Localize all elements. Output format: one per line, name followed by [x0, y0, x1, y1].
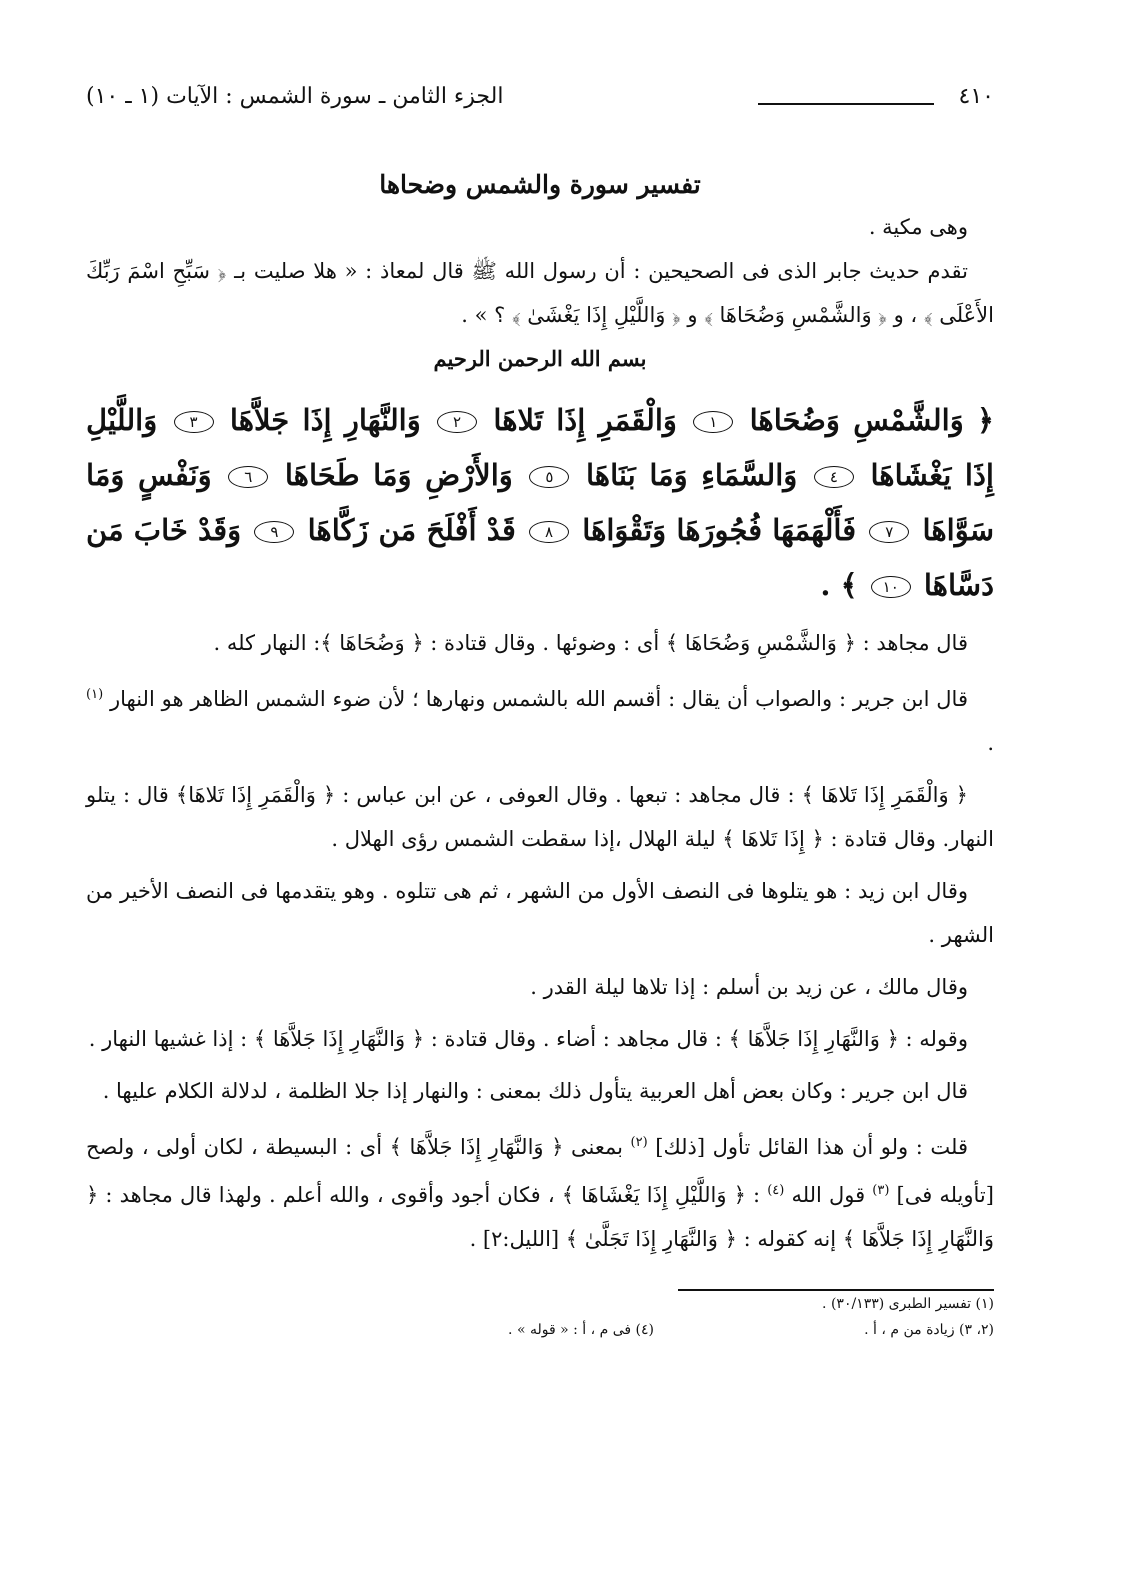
ayah-text: وَالسَّمَاءِ وَمَا بَنَاهَا — [585, 458, 798, 492]
commentary-text: قول الله — [791, 1183, 866, 1207]
commentary-paragraph: وقال ابن زيد : هو يتلوها فى النصف الأول من الشهر ، ثم هى تتلوه . وهو يتقدمها فى النصف الأخير من الشهر . — [86, 879, 994, 947]
header-rule — [758, 103, 934, 105]
ayah-number-marker: ٧ — [869, 521, 909, 543]
page-header — [86, 70, 994, 126]
surah-title: تفسير سورة والشمس وضحاها — [379, 170, 701, 199]
ayah-text: وَالنَّهَارِ إِذَا جَلاَّهَا — [229, 403, 421, 437]
commentary-paragraph: قال ابن جرير : وكان بعض أهل العربية يتأول ذلك بمعنى : والنهار إذا جلا الظلمة ، لدلالة الكلام عليها . — [102, 1079, 968, 1103]
ayat-closing: ﴾ . — [820, 568, 858, 602]
commentary-text: : ﴿ وَاللَّيْلِ إِذَا يَغْشَاهَا ﴾ ، فكان أجود وأقوى ، والله أعلم . ولهذا قال مجاهد : ﴿ وَالنَّهَارِ إِذَا جَلاَّهَا ﴾ إنه كقوله : ﴿ وَالنَّهَارِ إِذَا تَجَلَّىٰ ﴾ [الليل:٢] . — [86, 1183, 994, 1251]
quran-verses — [86, 393, 994, 613]
ayah-number-marker: ٤ — [814, 466, 854, 488]
ayah-number-marker: ٢ — [437, 411, 477, 433]
ayah-number-marker: ٨ — [529, 521, 569, 543]
ayah-number-marker: ١٠ — [871, 576, 911, 598]
ayah-text: وَالأَرْضِ وَمَا طَحَاهَا — [284, 458, 513, 492]
ayah-text: وَنَفْسٍ وَمَا سَوَّاهَا — [86, 458, 994, 547]
commentary-paragraph — [86, 1121, 994, 1261]
footnote-ref: (٤) — [767, 1183, 785, 1198]
commentary-text: بمعنى ﴿ وَالنَّهَارِ إِذَا جَلاَّهَا ﴾ أى : البسيطة ، لكان أولى ، ولصح [تأويله فى] — [86, 1135, 994, 1207]
ayah-number-marker: ٩ — [254, 521, 294, 543]
commentary-paragraph: ﴿ وَالْقَمَرِ إِذَا تَلاهَا ﴾ : قال مجاهد : تبعها . وقال العوفى ، عن ابن عباس : ﴿ وَالْقَمَرِ إِذَا تَلاهَا﴾ قال : يتلو النهار. وقال قتادة : ﴿ إِذَا تَلاهَا ﴾ ليلة الهلال ،إذا سقطت الشمس رؤى الهلال . — [86, 783, 994, 851]
footnote-ref: (٣) — [872, 1183, 890, 1198]
ayah-text: وَالْقَمَرِ إِذَا تَلاهَا — [493, 403, 677, 437]
page — [86, 70, 994, 1343]
page-number: ٤١٠ — [958, 84, 994, 109]
commentary-paragraph: قال مجاهد : ﴿ وَالشَّمْسِ وَضُحَاهَا ﴾ أى : وضوئها . وقال قتادة : ﴿ وَضُحَاهَا ﴾: النهار كله . — [213, 631, 968, 655]
commentary-paragraph: وقال مالك ، عن زيد بن أسلم : إذا تلاها ليلة القدر . — [530, 975, 968, 999]
footnote: (٢، ٣) زيادة من م ، أ . — [864, 1322, 994, 1338]
ayah-number-marker: ٦ — [228, 466, 268, 488]
footnote-ref: (٢) — [630, 1135, 648, 1150]
ayah-number-marker: ٥ — [529, 466, 569, 488]
ayah-number-marker: ٣ — [174, 411, 214, 433]
footnote-row — [86, 1317, 994, 1343]
footnote-ref: (١) — [86, 687, 104, 702]
ayah-text: وَاللَّيْلِ إِذَا يَغْشَاهَا — [86, 403, 994, 492]
ayah-text: ﴿ وَالشَّمْسِ وَضُحَاهَا — [749, 403, 995, 437]
commentary-text: قلت : ولو أن هذا القائل تأول [ذلك] — [655, 1135, 968, 1159]
basmala: بسم الله الرحمن الرحيم — [433, 346, 647, 371]
intro-text: وهى مكية . — [868, 215, 968, 239]
commentary-text: قال ابن جرير : والصواب أن يقال : أقسم الله بالشمس ونهارها ؛ لأن ضوء الشمس الظاهر هو النهار — [110, 687, 968, 711]
running-title: الجزء الثامن ـ سورة الشمس : الآيات (١ ـ ١٠) — [86, 84, 504, 109]
ayah-number-marker: ١ — [693, 411, 733, 433]
hadith-paragraph: تقدم حديث جابر الذى فى الصحيحين : أن رسول الله ﷺ قال لمعاذ : « هلا صليت بـ ﴿ سَبِّحِ اسْمَ رَبِّكَ الأَعْلَى ﴾ ، و ﴿ وَالشَّمْسِ وَضُحَاهَا ﴾ و ﴿ وَاللَّيْلِ إِذَا يَغْشَىٰ ﴾ ؟ » . — [86, 259, 994, 327]
footnote: (٤) فى م ، أ : « قوله » . — [508, 1322, 654, 1338]
ayah-text: فَأَلْهَمَهَا فُجُورَهَا وَتَقْوَاهَا — [582, 513, 857, 547]
commentary-paragraph: قال ابن جرير : والصواب أن يقال : أقسم الله بالشمس ونهارها ؛ لأن ضوء الشمس الظاهر هو النهار $^{(١)}$ . — [86, 687, 994, 755]
ayah-text: وَقَدْ خَابَ مَن دَسَّاهَا — [86, 513, 994, 602]
ayah-text: قَدْ أَفْلَحَ مَن زَكَّاهَا — [307, 513, 516, 547]
commentary-paragraph: وقوله : ﴿ وَالنَّهَارِ إِذَا جَلاَّهَا ﴾ : قال مجاهد : أضاء . وقال قتادة : ﴿ وَالنَّهَارِ إِذَا جَلاَّهَا ﴾ : إذا غشيها النهار . — [88, 1027, 968, 1051]
footnote: (١) تفسير الطبرى (٣٠/١٣٣) . — [822, 1296, 994, 1312]
